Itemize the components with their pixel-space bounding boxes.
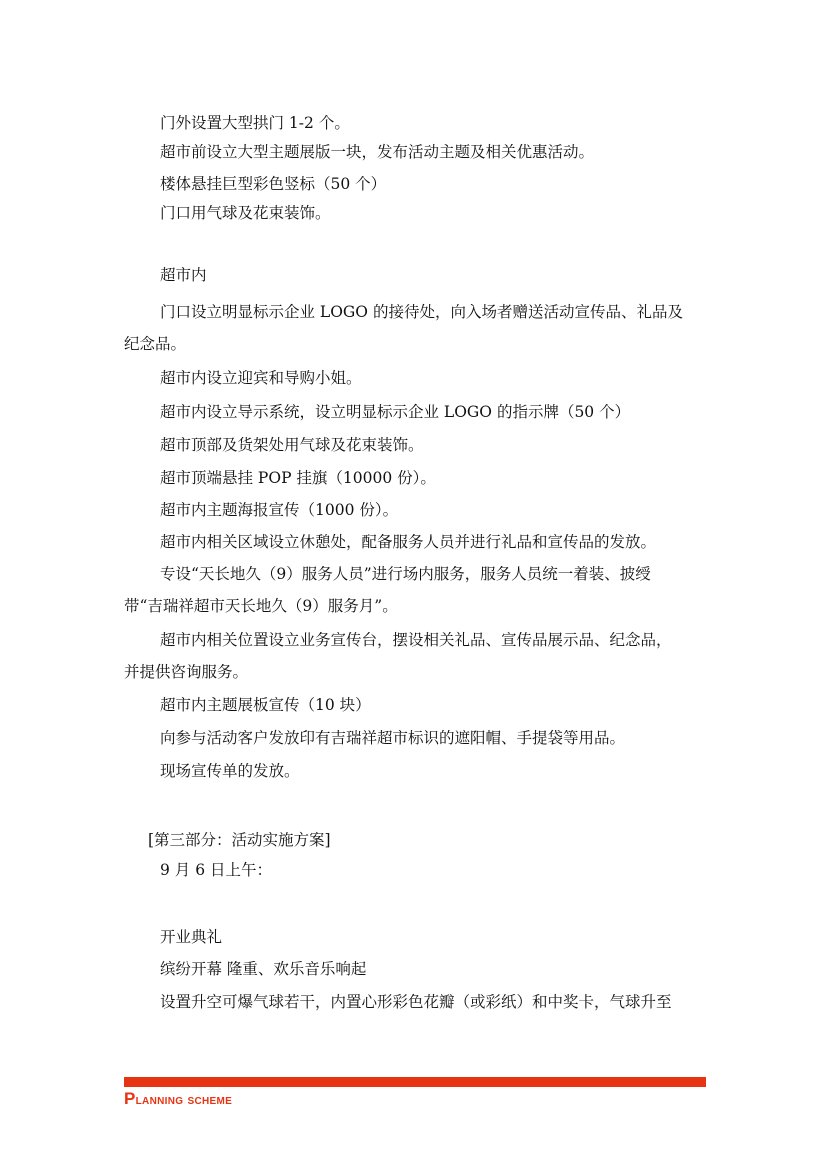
section-heading: 超市内 xyxy=(160,266,207,284)
text-line: 超市内相关区域设立休憩处，配备服务人员并进行礼品和宣传品的发放。 xyxy=(160,533,657,551)
text-line: 门外设置大型拱门 1-2 个。 xyxy=(160,114,350,132)
section-heading: [第三部分：活动实施方案] xyxy=(148,831,331,849)
footer-label xyxy=(124,1089,232,1109)
text-line: 超市内主题海报宣传（1000 份）。 xyxy=(160,501,399,519)
footer-text: lanning scheme xyxy=(135,1091,233,1107)
footer-initial: P xyxy=(124,1089,136,1108)
text-line: 专设“天长地久（9）服务人员”进行场内服务，服务人员统一着装、披绶 xyxy=(160,565,651,583)
text-line: 超市顶部及货架处用气球及花束装饰。 xyxy=(160,436,424,454)
text-line: 楼体悬挂巨型彩色竖标（50 个） xyxy=(160,175,387,193)
footer-bar xyxy=(124,1077,706,1087)
text-line: 带“吉瑞祥超市天长地久（9）服务月”。 xyxy=(124,597,398,615)
text-line: 超市内设立导示系统，设立明显标示企业 LOGO 的指示牌（50 个） xyxy=(160,403,631,421)
text-line: 超市前设立大型主题展版一块，发布活动主题及相关优惠活动。 xyxy=(160,143,595,161)
text-line: 纪念品。 xyxy=(124,335,187,353)
text-line: 超市内主题展板宣传（10 块） xyxy=(160,696,371,714)
text-line: 超市内设立迎宾和导购小姐。 xyxy=(160,369,362,387)
text-line: 超市顶端悬挂 POP 挂旗（10000 份）。 xyxy=(160,469,436,487)
text-line: 门口用气球及花束装饰。 xyxy=(160,204,331,222)
text-line: 现场宣传单的发放。 xyxy=(160,762,300,780)
section-heading: 开业典礼 xyxy=(160,928,223,946)
text-line: 缤纷开幕 隆重、欢乐音乐响起 xyxy=(160,960,367,978)
text-line: 设置升空可爆气球若干，内置心形彩色花瓣（或彩纸）和中奖卡，气球升至 xyxy=(160,993,672,1011)
text-line: 向参与活动客户发放印有吉瑞祥超市标识的遮阳帽、手提袋等用品。 xyxy=(160,729,626,747)
text-line: 超市内相关位置设立业务宣传台，摆设相关礼品、宣传品展示品、纪念品， xyxy=(160,631,672,649)
text-line: 9 月 6 日上午： xyxy=(160,861,273,879)
text-line: 门口设立明显标示企业 LOGO 的接待处，向入场者赠送活动宣传品、礼品及 xyxy=(160,303,683,321)
text-line: 并提供咨询服务。 xyxy=(124,663,249,681)
